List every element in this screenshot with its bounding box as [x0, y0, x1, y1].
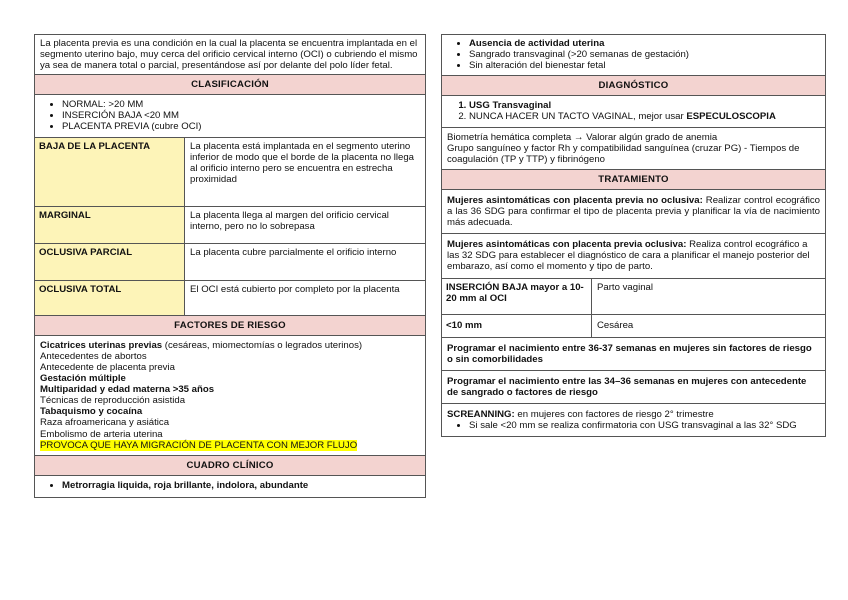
diagnostico-list — [447, 100, 820, 122]
clasificacion-list-block — [34, 95, 426, 138]
type-row — [34, 138, 426, 207]
tratamiento-text: Realizar control ecográfico a las 36 SDG para confirmar el tipo de placenta previa y planificar la vía de nacimiento más adecuada. — [447, 195, 820, 229]
screening-list — [447, 420, 820, 431]
list-item: • NORMAL: >20 MM — [62, 99, 420, 110]
screening-block — [441, 404, 826, 437]
intro-block — [34, 34, 426, 75]
list-item — [469, 111, 820, 122]
tratamiento-header — [441, 170, 826, 190]
cuadro-block — [34, 476, 426, 498]
tratamiento-bold: Mujeres asintomáticas con placenta previa oclusiva: — [447, 239, 687, 251]
cuadro-title: CUADRO CLÍNICO — [186, 459, 274, 471]
programar-text: Programar el nacimiento entre 36-37 semanas en mujeres sin factores de riesgo o sin comorbilidades — [447, 342, 812, 365]
tratamiento-block-2 — [441, 234, 826, 278]
diag-bold: ESPECULOSCOPIA — [686, 111, 776, 123]
list-item: • Ausencia de actividad uterina — [469, 38, 820, 49]
right-column — [441, 34, 826, 437]
factores-title: FACTORES DE RIESGO — [174, 320, 286, 332]
diagnostico-block — [441, 96, 826, 128]
labs-text: Biometría hemática completa → Valorar algún grado de anemia — [447, 132, 718, 144]
factor-text: Técnicas de reproducción asistida — [40, 395, 186, 407]
type-desc: La placenta está implantada en el segmento uterino inferior de modo que el borde de la placenta no llega al orificio interno pero se encuentra en estrecha proximidad — [190, 141, 415, 186]
factor-bold: Multiparidad y edad materna >35 años — [40, 384, 215, 396]
tratamiento-block-1 — [441, 190, 826, 234]
list-item: • Sangrado transvaginal (>20 semanas de gestación) — [469, 49, 820, 60]
tratamiento-title: TRATAMIENTO — [598, 174, 669, 186]
type-desc: La placenta cubre parcialmente el orificio interno — [190, 247, 397, 259]
diag-text: NUNCA HACER UN TACTO VAGINAL, mejor usar — [469, 111, 687, 123]
tratamiento-bold: Mujeres asintomáticas con placenta previa no oclusiva: — [447, 195, 703, 207]
factor-bold: Gestación múltiple — [40, 373, 126, 385]
programar-text: Programar el nacimiento entre las 34–36 semanas en mujeres con antecedente de sangrado o factores de riesgo — [447, 375, 807, 398]
factor-text: Antecedentes de abortos — [40, 351, 147, 363]
insercion-label: <10 mm — [442, 315, 592, 337]
insercion-row — [441, 315, 826, 338]
clasificacion-list — [40, 99, 420, 132]
programar-block-1 — [441, 338, 826, 371]
type-desc: La placenta llega al margen del orificio cervical interno, pero no lo sobrepasa — [190, 210, 389, 233]
type-row — [34, 281, 426, 316]
list-item: • PLACENTA PREVIA (cubre OCI) — [62, 121, 420, 132]
list-item: • INSERCIÓN BAJA <20 MM — [62, 110, 420, 121]
type-name: BAJA DE LA PLACENTA — [35, 138, 185, 206]
diagnostico-title: DIAGNÓSTICO — [598, 80, 669, 92]
screening-text: en mujeres con factores de riesgo 2° trimestre — [514, 408, 714, 420]
list-item: • Sin alteración del bienestar fetal — [469, 60, 820, 71]
factor-bold: Cicatrices uterinas previas — [40, 340, 163, 352]
insercion-value: Parto vaginal — [597, 281, 653, 293]
type-name: OCLUSIVA TOTAL — [35, 281, 185, 315]
insercion-row — [441, 279, 826, 315]
insercion-value: Cesárea — [597, 319, 634, 331]
clasificacion-title: CLASIFICACIÓN — [191, 79, 269, 91]
factor-text: Embolismo de arteria uterina — [40, 428, 163, 440]
insercion-label: INSERCIÓN BAJA mayor a 10-20 mm al OCI — [442, 279, 592, 314]
labs-block — [441, 128, 826, 170]
factor-text: Antecedente de placenta previa — [40, 362, 175, 374]
list-item: • Si sale <20 mm se realiza confirmatoria con USG transvaginal a las 32° SDG — [469, 420, 820, 431]
screening-bold: SCREANNING: — [447, 408, 515, 420]
labs-text: Grupo sanguíneo y factor Rh y compatibilidad sanguínea (cruzar PG) - Tiempos de coagulación (TP y TTP) y fibrinógeno — [447, 143, 800, 166]
cuadro-header — [34, 456, 426, 476]
type-name: MARGINAL — [35, 207, 185, 243]
left-column — [34, 34, 426, 498]
factor-text: Raza afroamericana y asiática — [40, 417, 170, 429]
factor-bold: Tabaquismo y cocaína — [40, 406, 143, 418]
sintomas-block — [441, 34, 826, 76]
type-desc: El OCI está cubierto por completo por la placenta — [190, 284, 400, 296]
factor-highlight: PROVOCA QUE HAYA MIGRACIÓN DE PLACENTA CON MEJOR FLUJO — [40, 439, 358, 451]
type-name: OCLUSIVA PARCIAL — [35, 244, 185, 280]
tratamiento-text: Realiza control ecográfico a las 32 SDG para establecer el diagnóstico de cara a planificar el manejo posterior del embarazo, así como el momento y tipo de parto. — [447, 239, 810, 273]
cuadro-list — [40, 480, 420, 491]
type-row — [34, 207, 426, 244]
type-row — [34, 244, 426, 281]
factor-text: (cesáreas, miomectomías o legrados uterinos) — [162, 340, 363, 352]
programar-block-2 — [441, 371, 826, 404]
sintomas-list — [447, 38, 820, 71]
factores-block — [34, 336, 426, 455]
clasificacion-header — [34, 75, 426, 95]
intro-text: La placenta previa es una condición en la cual la placenta se encuentra implantada en el segmento uterino bajo, muy cerca del orificio cervical interno (OCI) o cubriendo el mismo ya sea de manera total o parcial, presentándose así por delante del polo líder fetal. — [40, 38, 418, 72]
factores-header — [34, 316, 426, 336]
list-item: • Metrorragia liquida, roja brillante, indolora, abundante — [62, 480, 420, 491]
list-item: 1. USG Transvaginal — [469, 100, 820, 111]
diagnostico-header — [441, 76, 826, 96]
